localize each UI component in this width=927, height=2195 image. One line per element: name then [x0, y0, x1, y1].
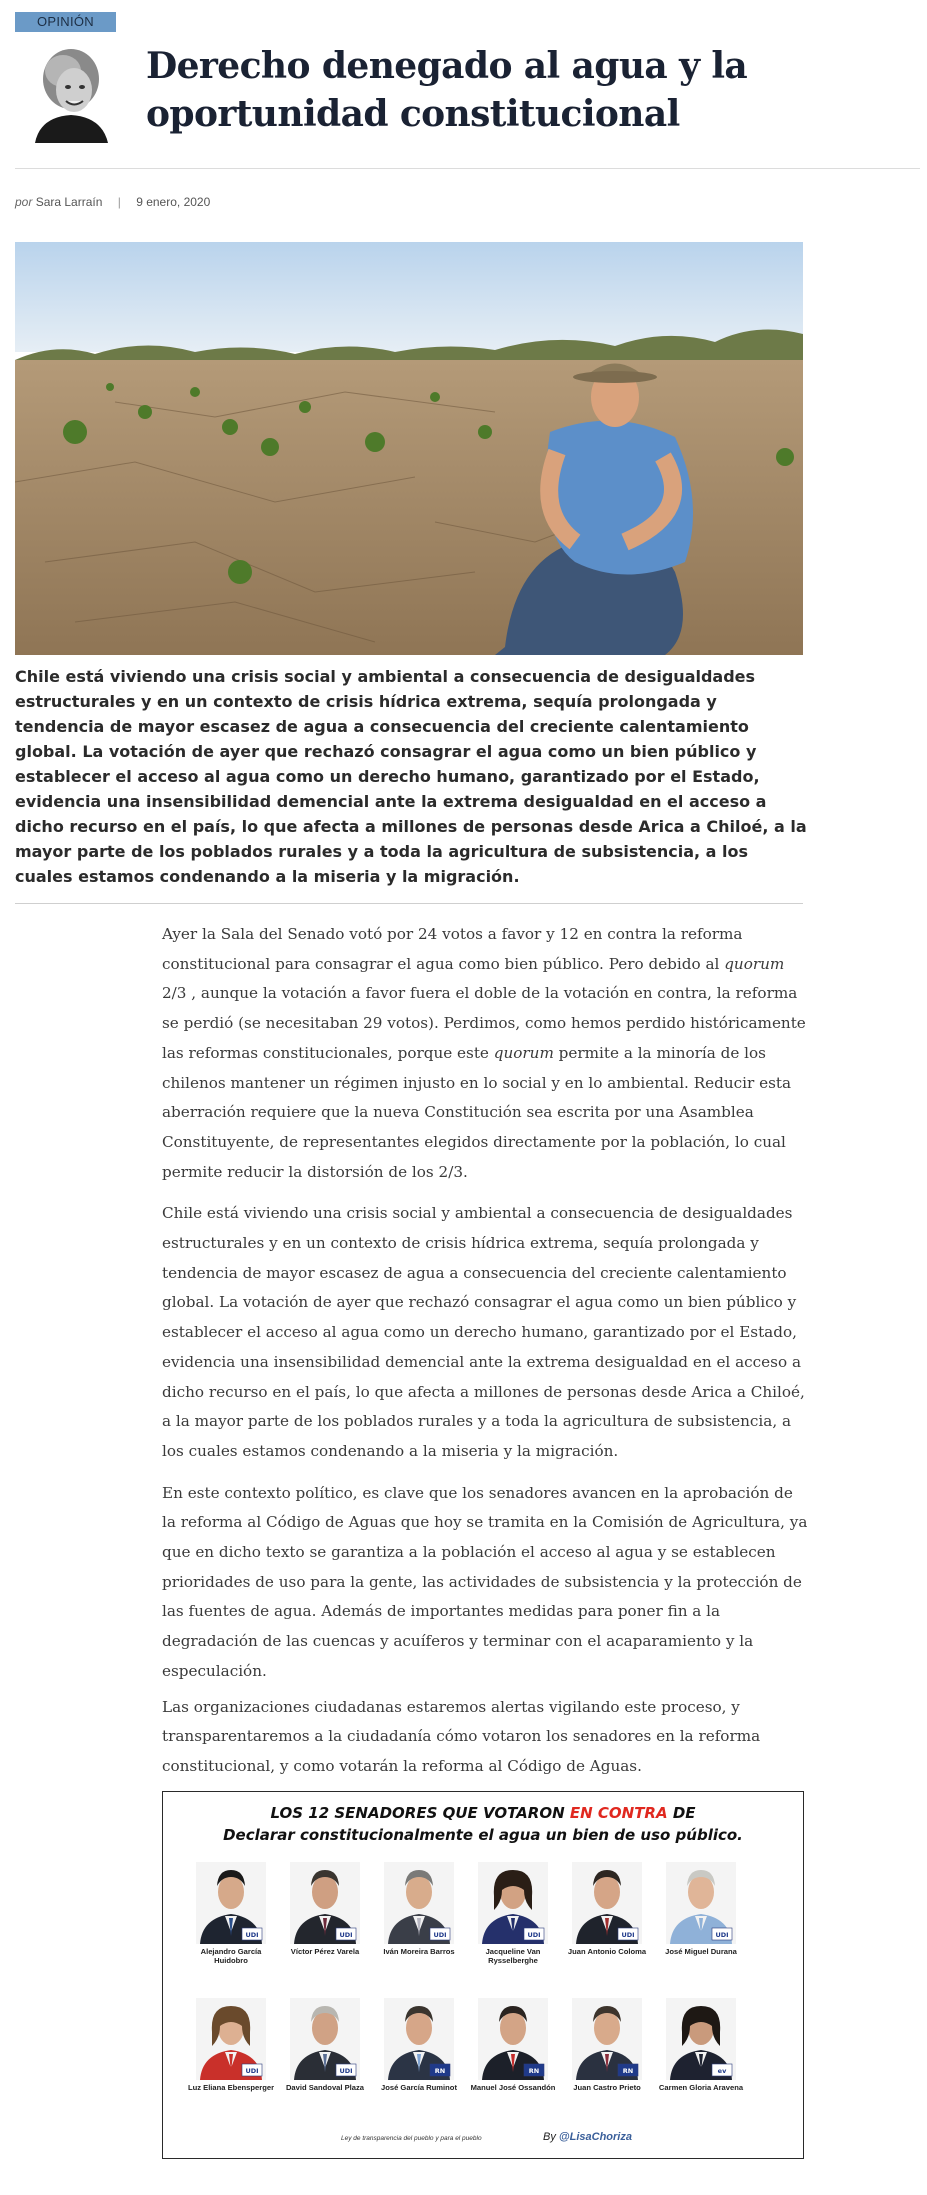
- svg-text:UDI: UDI: [245, 2067, 259, 2075]
- infographic-credit: By @LisaChoriza: [543, 2131, 632, 2143]
- senator-name: Alejandro García Huidobro: [200, 1947, 262, 1965]
- senators-infographic: [162, 1791, 804, 2159]
- body-paragraph-3: En este contexto político, es clave que los senadores avancen en la aprobación de la reforma al Código de Aguas que hoy se tramita en la Comisión de Agricultura, ya que en dicho texto se garantiza a la población el acceso al agua y se establecen prioridades de uso para la gente, las actividades de subsistencia y la protección de las fuentes de agua. Además de importantes medidas para poner fin a la degradación de las cuencas y acuíferos y terminar con el acaparamiento y la especulación.: [162, 1483, 808, 1680]
- senator-name: Juan Castro Prieto: [573, 2083, 641, 2092]
- infographic-subheadline: Declarar constitucionalmente el agua un bien de uso público.: [223, 1826, 743, 1844]
- senator-name: Víctor Pérez Varela: [290, 1947, 360, 1956]
- body-paragraph-1: Ayer la Sala del Senado votó por 24 votos a favor y 12 en contra la reforma constitucional para consagrar el agua como bien público. Pero debido al quorum 2/3 , aunque la votación a favor fuera el doble de la votación en contra, la reforma se perdió (se necesitaban 29 votos). Perdimos, como hemos perdido históricamente las reformas constitucionales, porque este quorum permite a la minoría de los chilenos mantener un régimen injusto en lo social y en lo ambiental. Reducir esta aberración requiere que la nueva Constitución sea escrita por una Asamblea Constituyente, de representantes elegidos directamente por la población, lo cual permite reducir la distorsión de los 2/3.: [162, 925, 806, 1181]
- senator-portrait: [478, 1998, 548, 2080]
- article-body: [162, 920, 808, 1794]
- publish-date: 9 enero, 2020: [136, 195, 211, 209]
- senator-card: [279, 1998, 371, 2092]
- body-paragraph-2: Chile está viviendo una crisis social y ambiental a consecuencia de desigualdades estructurales y en un contexto de crisis hídrica extrema, sequía prolongada y tendencia de mayor escasez de agua a consecuencia del creciente calentamiento global. La votación de ayer que rechazó consagrar el agua como un bien público y establecer el acceso al agua como un derecho humano, garantizado por el Estado, evidencia una insensibilidad demencial ante la extrema desigualdad en el acceso a dicho recurso en el país, lo que afecta a millones de personas desde Arica a Chiloé, a la mayor parte de los poblados rurales y a toda la agricultura de subsistencia, a los cuales estamos condenando a la miseria y la migración.: [162, 1204, 805, 1460]
- article-lead: Chile está viviendo una crisis social y ambiental a consecuencia de desigualdades estructurales y en un contexto de crisis hídrica extrema, sequía prolongada y tendencia de mayor escasez de agua a consecuencia del creciente calentamiento global. La votación de ayer que rechazó consagrar el agua como un bien público y establecer el acceso al agua como un derecho humano, garantizado por el Estado, evidencia una insensibilidad demencial ante la extrema desigualdad en el acceso a dicho recurso en el país, lo que afecta a millones de personas desde Arica a Chiloé, a la mayor parte de los poblados rurales y a toda la agricultura de subsistencia, a los cuales estamos condenando a la miseria y la migración.: [15, 667, 807, 886]
- senator-card: [185, 1998, 277, 2092]
- svg-text:RN: RN: [528, 2067, 540, 2075]
- senator-portrait: [572, 1862, 642, 1944]
- senator-card: [373, 1862, 465, 1956]
- senator-card: [373, 1998, 465, 2092]
- author-portrait-image: [30, 43, 112, 143]
- senator-card: [467, 1862, 559, 1965]
- quorum-term: quorum: [724, 954, 785, 973]
- senator-name: Jacqueline Van Rysselberghe: [485, 1947, 541, 1965]
- senator-portrait: [384, 1998, 454, 2080]
- svg-text:UDI: UDI: [527, 1931, 541, 1939]
- svg-text:UDI: UDI: [715, 1931, 729, 1939]
- farmer-dry-field-photo: [15, 242, 803, 655]
- senator-portrait: [196, 1998, 266, 2080]
- senator-card: [655, 1862, 747, 1956]
- byline-separator: |: [117, 195, 121, 209]
- infographic-footer: Ley de transparencia del pueblo y para el pueblo: [341, 2135, 482, 2142]
- senator-portrait: [384, 1862, 454, 1944]
- svg-text:UDI: UDI: [433, 1931, 447, 1939]
- svg-text:RN: RN: [434, 2067, 446, 2075]
- byline: [15, 195, 210, 209]
- hero-image: [15, 242, 803, 655]
- senator-name: Manuel José Ossandón: [470, 2083, 556, 2092]
- senator-portrait: [572, 1998, 642, 2080]
- category-tag[interactable]: OPINIÓN: [15, 12, 116, 32]
- senator-card: [185, 1862, 277, 1965]
- senator-card: [655, 1998, 747, 2092]
- svg-text:RN: RN: [622, 2067, 634, 2075]
- senator-name: José Miguel Durana: [665, 1947, 737, 1956]
- senator-portrait: [666, 1862, 736, 1944]
- author-name-link[interactable]: Sara Larraín: [35, 195, 103, 209]
- byline-by-label: por: [15, 195, 33, 209]
- senator-portrait: [196, 1862, 266, 1944]
- svg-text:UDI: UDI: [621, 1931, 635, 1939]
- senator-card: [467, 1998, 559, 2092]
- svg-text:ev: ev: [717, 2067, 727, 2075]
- senator-name: Carmen Gloria Aravena: [658, 2083, 744, 2092]
- senator-portrait: [290, 1862, 360, 1944]
- svg-text:UDI: UDI: [339, 1931, 353, 1939]
- senator-card: [561, 1862, 653, 1956]
- senator-name: Iván Moreira Barros: [383, 1947, 455, 1956]
- lead-divider: [15, 903, 803, 904]
- svg-text:UDI: UDI: [339, 2067, 353, 2075]
- senator-name: David Sandoval Plaza: [285, 2083, 365, 2092]
- author-avatar: [30, 43, 112, 143]
- quorum-term: quorum: [493, 1043, 554, 1062]
- senator-name: José García Ruminot: [381, 2083, 457, 2092]
- senator-card: [561, 1998, 653, 2092]
- senator-portrait: [666, 1998, 736, 2080]
- svg-text:UDI: UDI: [245, 1931, 259, 1939]
- senator-portrait: [290, 1998, 360, 2080]
- senator-name: Luz Eliana Ebensperger: [187, 2083, 275, 2092]
- body-paragraph-4: Las organizaciones ciudadanas estaremos alertas vigilando este proceso, y transparentaremos a la ciudadanía cómo votaron los senadores en la reforma constitucional, y como votarán la reforma al Código de Aguas.: [162, 1697, 761, 1775]
- senator-card: [279, 1862, 371, 1956]
- infographic-headline: LOS 12 SENADORES QUE VOTARON EN CONTRA DE: [270, 1804, 696, 1822]
- senator-portrait: [478, 1862, 548, 1944]
- senator-name: Juan Antonio Coloma: [567, 1947, 647, 1956]
- article-title: Derecho denegado al agua y la oportunidad constitucional: [146, 45, 748, 135]
- title-divider: [15, 168, 920, 169]
